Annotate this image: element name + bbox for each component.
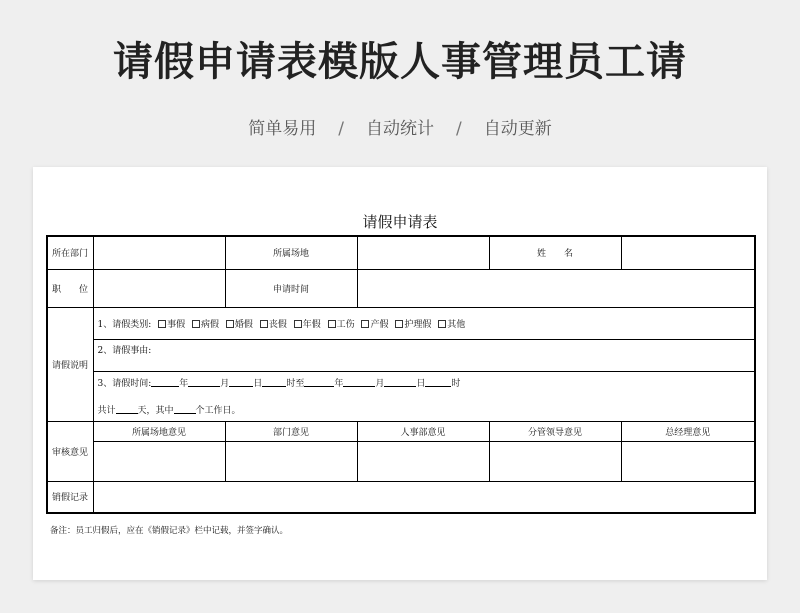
apply-time-field[interactable] [357,269,755,307]
leave-type-option[interactable]: 产假 [357,320,388,330]
leave-time-cell [93,371,755,421]
review-field-hr[interactable] [357,441,489,481]
tag-auto-update: 自动更新 [483,119,552,139]
tag-separator: / [338,119,344,139]
leave-reason-field[interactable]: 2、请假事由: [93,339,755,371]
leave-type-row [93,307,755,339]
leave-type-option[interactable]: 丧假 [256,320,287,330]
leave-type-prefix: 1、请假类别: [97,319,152,330]
leave-time-row: 3、请假时间: 年 月 日 时至 年 月 日 时 [97,379,461,389]
checkbox-icon [192,320,200,328]
review-field-dept[interactable] [225,441,357,481]
leave-type-option[interactable]: 年假 [290,320,321,330]
blank-line[interactable] [116,404,138,414]
review-col-hr: 人事部意见 [357,421,489,441]
position-field[interactable] [93,269,225,307]
review-col-dept: 部门意见 [225,421,357,441]
dept-field[interactable] [93,236,225,269]
leave-type-option[interactable]: 工伤 [324,320,355,330]
leave-type-option[interactable]: 其他 [434,320,465,330]
leave-type-option[interactable]: 病假 [188,320,219,330]
checkbox-icon [294,320,302,328]
name-label: 姓 名 [489,236,621,269]
leave-time-prefix: 3、请假时间: [97,379,152,389]
leave-total-row: 共计 天，其中 个工作日。 [97,406,241,416]
dept-label: 所在部门 [47,236,93,269]
leave-type-option[interactable]: 婚假 [222,320,253,330]
blank-line[interactable] [425,377,451,387]
checkbox-icon [438,320,446,328]
tag-separator: / [456,119,462,139]
review-label: 审核意见 [47,421,93,481]
tag-easy: 简单易用 [248,119,317,139]
blank-line[interactable] [174,404,196,414]
tagline [0,114,800,139]
cancel-field[interactable] [93,481,755,513]
review-col-gm: 总经理意见 [621,421,755,441]
position-label: 职 位 [47,269,93,307]
form-sheet [33,167,767,580]
blank-line[interactable] [151,377,179,387]
tag-auto-stats: 自动统计 [366,119,434,139]
blank-line[interactable] [229,377,253,387]
blank-line[interactable] [384,377,416,387]
checkbox-icon [361,320,369,328]
checkbox-icon [260,320,268,328]
form-title: 请假申请表 [362,213,438,231]
page-title: 请假申请表模版人事管理员工请 [113,39,687,85]
checkbox-icon [158,320,166,328]
checkbox-icon [395,320,403,328]
review-col-site: 所属场地意见 [93,421,225,441]
blank-line[interactable] [343,377,375,387]
review-col-leader: 分管领导意见 [489,421,621,441]
leave-section-label: 请假说明 [47,307,93,421]
leave-type-option[interactable]: 护理假 [391,320,431,330]
site-label: 所属场地 [225,236,357,269]
cancel-label: 销假记录 [47,481,93,513]
name-field[interactable] [621,236,755,269]
apply-time-label: 申请时间 [225,269,357,307]
blank-line[interactable] [188,377,220,387]
leave-type-option[interactable]: 事假 [154,320,185,330]
checkbox-icon [328,320,336,328]
review-field-leader[interactable] [489,441,621,481]
blank-line[interactable] [304,377,334,387]
blank-line[interactable] [262,377,286,387]
leave-form-table [46,235,756,514]
review-field-gm[interactable] [621,441,755,481]
review-field-site[interactable] [93,441,225,481]
checkbox-icon [226,320,234,328]
footnote: 备注：员工归假后，应在《销假记录》栏中记载，并签字确认。 [50,526,289,536]
site-field[interactable] [357,236,489,269]
